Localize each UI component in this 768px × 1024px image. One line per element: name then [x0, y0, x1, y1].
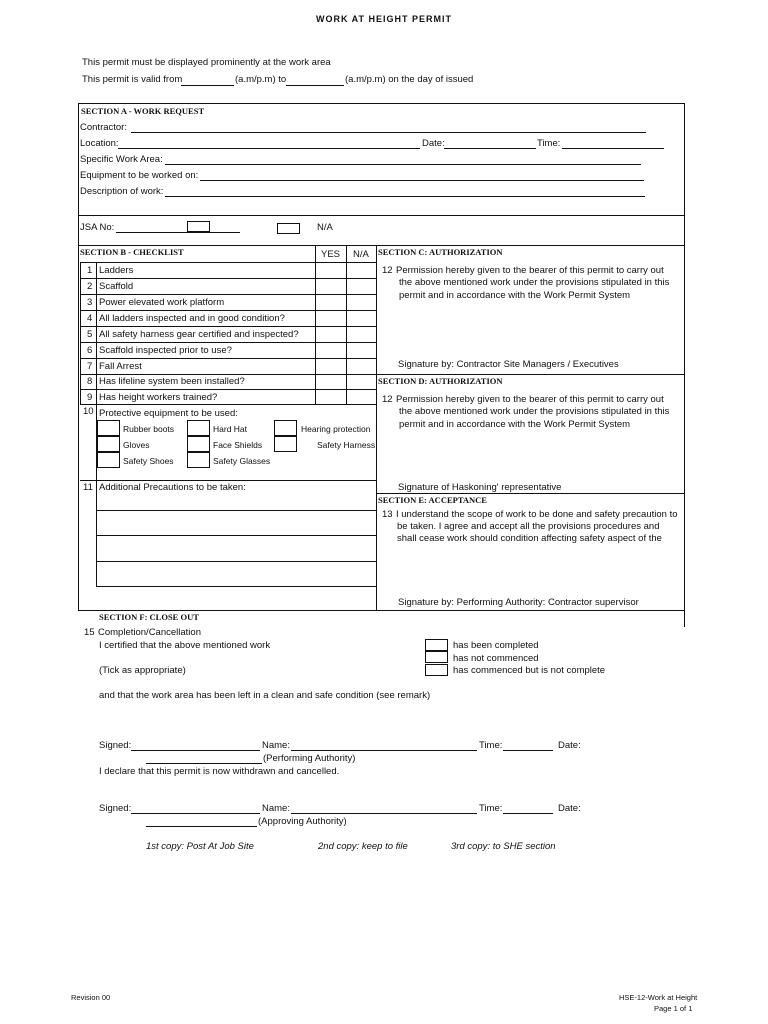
precaution-line[interactable]	[96, 510, 377, 511]
location-field[interactable]	[118, 148, 420, 149]
section-e-text: shall cease work should condition affecting safety aspect of the	[397, 533, 662, 544]
performing-signed-field[interactable]	[131, 750, 260, 751]
checklist-item-text: All ladders inspected and in good condition?	[99, 313, 285, 324]
ppe-option-label: Safety Harness	[317, 440, 376, 450]
section-c-signature-label: Signature by: Contractor Site Managers / Executives	[398, 359, 619, 370]
checklist-row-line	[80, 374, 377, 375]
na-column-header: N/A	[353, 249, 369, 260]
copy-1-note: 1st copy: Post At Job Site	[146, 841, 254, 852]
certify-text: I certified that the above mentioned work	[99, 640, 271, 651]
approving-time-field[interactable]	[503, 813, 553, 814]
checklist-item-number: 7	[87, 361, 93, 372]
approving-signed-field[interactable]	[131, 813, 260, 814]
ppe-option-label: Rubber boots	[123, 424, 175, 434]
na-checkbox[interactable]	[277, 223, 300, 234]
equipment-field[interactable]	[200, 180, 644, 181]
valid-to-field[interactable]	[286, 85, 344, 86]
section-e-heading: SECTION E: ACCEPTANCE	[378, 495, 487, 505]
completion-label: Completion/Cancellation	[98, 627, 201, 638]
checklist-item-text: Power elevated work platform	[99, 297, 225, 308]
ppe-hearing-protection-checkbox[interactable]	[274, 420, 297, 436]
checklist-item-text: All safety harness gear certified and inspected?	[99, 329, 299, 340]
intro-display-note: This permit must be displayed prominently at the work area	[82, 57, 331, 68]
page-number: Page 1 of 1	[654, 1004, 693, 1013]
work-area-label: Specific Work Area:	[80, 154, 163, 165]
contractor-field[interactable]	[131, 132, 646, 133]
section-f-heading: SECTION F: CLOSE OUT	[99, 612, 199, 622]
checklist-item-number: 5	[87, 329, 93, 340]
ppe-option-label: Gloves	[123, 440, 150, 450]
ppe-label: Protective equipment to be used:	[99, 408, 238, 419]
checklist-item-number: 10	[83, 406, 94, 417]
approving-authority-label: (Approving Authority)	[258, 816, 347, 827]
ppe-option-label: Hard Hat	[213, 424, 248, 434]
ppe-face-shields-checkbox[interactable]	[187, 436, 210, 452]
section-a-heading: SECTION A - WORK REQUEST	[81, 106, 205, 116]
jsa-checkbox[interactable]	[187, 221, 210, 232]
date-field[interactable]	[444, 148, 536, 149]
ppe-safety-harness-checkbox[interactable]	[274, 436, 297, 452]
intro-day-label: (a.m/p.m) on the day of issued	[345, 74, 474, 85]
description-label: Description of work:	[80, 186, 164, 197]
ppe-rubber-boots-checkbox[interactable]	[97, 420, 120, 436]
precaution-line[interactable]	[96, 535, 377, 536]
checklist-item-text: Has lifeline system been installed?	[99, 376, 245, 387]
checklist-numcol-divider	[96, 262, 97, 404]
checklist-row-line	[80, 326, 377, 327]
section-c-text: Permission hereby given to the bearer of this permit to carry out	[396, 265, 664, 276]
performing-time-field[interactable]	[503, 750, 553, 751]
ppe-hard-hat-checkbox[interactable]	[187, 420, 210, 436]
frame-right	[684, 103, 685, 627]
checklist-item-number: 1	[87, 265, 93, 276]
performing-authority-line[interactable]	[146, 763, 262, 764]
checklist-item-number: 3	[87, 297, 93, 308]
checklist-item-number: 2	[87, 281, 93, 292]
intro-valid-from-label: This permit is valid from	[82, 74, 183, 85]
checklist-item-text: Has height workers trained?	[99, 392, 218, 403]
clean-condition-text: and that the work area has been left in a clean and safe condition (see remark)	[99, 690, 431, 701]
checklist-item-number: 4	[87, 313, 93, 324]
name-label: Name:	[262, 740, 290, 751]
section-c-text: the above mentioned work under the provisions stipulated in this	[399, 277, 670, 288]
section-d-number: 12	[382, 394, 393, 405]
checklist-item-text: Scaffold	[99, 281, 134, 292]
frame-left	[78, 103, 79, 611]
work-area-field[interactable]	[165, 164, 641, 165]
section-c-number: 12	[382, 265, 393, 276]
checklist-row-line	[80, 262, 377, 263]
precaution-line[interactable]	[96, 561, 377, 562]
divider-a	[78, 215, 685, 216]
performing-authority-label: (Performing Authority)	[263, 753, 356, 764]
section-c-heading: SECTION C: AUTHORIZATION	[378, 247, 503, 257]
divider-b	[78, 245, 685, 246]
time-label: Time:	[479, 740, 503, 751]
divider-c	[376, 374, 685, 375]
checklist-row-line	[80, 278, 377, 279]
checklist-na-left	[346, 245, 347, 404]
checklist-item-text: Scaffold inspected prior to use?	[99, 345, 232, 356]
divider-d	[376, 493, 685, 494]
equipment-label: Equipment to be worked on:	[80, 170, 199, 181]
section-f-number: 15	[84, 627, 95, 638]
section-d-signature-label: Signature of Haskoning' representative	[398, 482, 562, 493]
ppe-safety-shoes-checkbox[interactable]	[97, 452, 120, 468]
precautions-label: Additional Precautions to be taken:	[99, 482, 246, 493]
checklist-row-line	[80, 358, 377, 359]
time-label: Time:	[537, 138, 561, 149]
approving-name-field[interactable]	[291, 813, 477, 814]
section-d-text: the above mentioned work under the provisions stipulated in this	[399, 406, 670, 417]
location-label: Location:	[80, 138, 119, 149]
item11-divider	[96, 480, 97, 587]
checklist-item-number: 6	[87, 345, 93, 356]
divider-f	[78, 610, 685, 611]
section-e-number: 13	[382, 509, 393, 520]
checklist-row-line	[80, 294, 377, 295]
section-d-heading: SECTION D: AUTHORIZATION	[378, 376, 503, 386]
ppe-option-label: Safety Glasses	[213, 456, 271, 466]
yes-column-header: YES	[321, 249, 341, 260]
copy-3-note: 3rd copy: to SHE section	[451, 841, 556, 852]
date-label: Date:	[558, 803, 581, 814]
checklist-item-number: 8	[87, 376, 93, 387]
date-label: Date:	[558, 740, 581, 751]
tick-note: (Tick as appropriate)	[99, 665, 186, 676]
not-commenced-checkbox[interactable]	[425, 651, 448, 663]
declare-text: I declare that this permit is now withdrawn and cancelled.	[99, 766, 340, 777]
checklist-yes-left	[315, 245, 316, 404]
section-e-text: I understand the scope of work to be done and safety precaution to	[396, 509, 678, 520]
section-c-text: permit and in accordance with the Work Permit System	[399, 290, 631, 301]
section-e-text: be taken. I agree and accept all the provisions procedures and	[397, 521, 660, 532]
item10-bottom	[80, 480, 377, 481]
checklist-row-line	[80, 389, 377, 390]
intro-valid-to-label: (a.m/p.m) to	[235, 74, 287, 85]
not-complete-option-label: has commenced but is not complete	[453, 665, 606, 676]
section-e-signature-label: Signature by: Performing Authority: Contractor supervisor	[398, 597, 639, 608]
frame-top	[78, 103, 685, 104]
ppe-gloves-checkbox[interactable]	[97, 436, 120, 452]
valid-from-field[interactable]	[181, 85, 234, 86]
section-b-heading: SECTION B - CHECKLIST	[80, 247, 184, 257]
revision-label: Revision 00	[71, 993, 111, 1002]
checklist-row-line	[80, 310, 377, 311]
checklist-numcol-left	[80, 262, 81, 404]
description-field[interactable]	[165, 196, 645, 197]
not-commenced-option-label: has not commenced	[453, 653, 539, 664]
ppe-option-label: Hearing protection	[301, 424, 371, 434]
jsa-field[interactable]	[116, 232, 240, 233]
na-label: N/A	[317, 222, 333, 233]
checklist-item-number: 11	[83, 482, 93, 493]
time-field[interactable]	[562, 148, 664, 149]
jsa-label: JSA No:	[80, 222, 115, 233]
section-d-text: permit and in accordance with the Work Permit System	[399, 419, 631, 430]
completed-checkbox[interactable]	[425, 639, 448, 651]
copy-2-note: 2nd copy: keep to file	[318, 841, 408, 852]
checklist-item-number: 9	[87, 392, 93, 403]
date-label: Date:	[422, 138, 445, 149]
time-label: Time:	[479, 803, 503, 814]
page-title: WORK AT HEIGHT PERMIT	[316, 14, 452, 24]
section-bc-divider	[376, 245, 377, 611]
performing-name-field[interactable]	[291, 750, 477, 751]
checklist-item-text: Ladders	[99, 265, 134, 276]
checklist-item-text: Fall Arrest	[99, 361, 142, 372]
checklist-row-line	[80, 404, 377, 405]
contractor-label: Contractor:	[80, 122, 127, 133]
completed-option-label: has been completed	[453, 640, 539, 651]
ppe-safety-glasses-checkbox[interactable]	[187, 452, 210, 468]
signed-label: Signed:	[99, 803, 132, 814]
precaution-line[interactable]	[96, 586, 377, 587]
section-d-text: Permission hereby given to the bearer of this permit to carry out	[396, 394, 664, 405]
approving-authority-line[interactable]	[146, 826, 257, 827]
ppe-option-label: Face Shields	[213, 440, 263, 450]
not-complete-checkbox[interactable]	[425, 664, 448, 676]
name-label: Name:	[262, 803, 290, 814]
signed-label: Signed:	[99, 740, 132, 751]
ppe-option-label: Safety Shoes	[123, 456, 174, 466]
checklist-row-line	[80, 342, 377, 343]
document-code: HSE-12-Work at Height	[619, 993, 698, 1002]
